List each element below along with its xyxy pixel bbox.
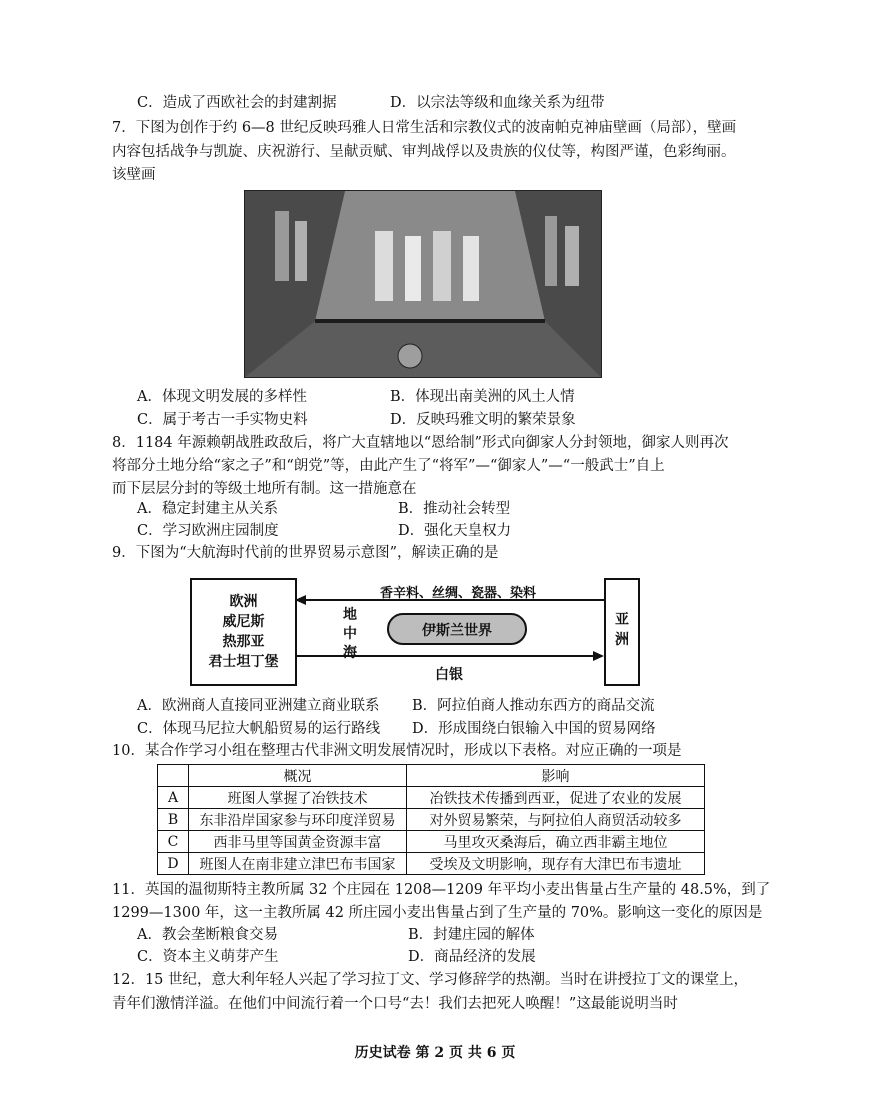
- row-overview: 西非马里等国黄金资源丰富: [189, 831, 407, 853]
- bonampak-mural-image: [244, 190, 602, 378]
- q8-option-a: A．稳定封建主从关系: [137, 501, 278, 517]
- med-char-3: 海: [343, 645, 357, 661]
- q12-stem-1: 12．15 世纪，意大利年轻人兴起了学习拉丁文、学习修辞学的热潮。当时在讲授拉丁文的课堂上，: [112, 972, 749, 988]
- q7-option-b: B．体现出南美洲的风土人情: [390, 389, 575, 405]
- q12-stem-2: 青年们激情洋溢。在他们中间流行着一个口号“去！我们去把死人唤醒！”这最能说明当时: [112, 996, 678, 1012]
- row-letter: D: [158, 853, 189, 875]
- mural-illustration: [245, 191, 601, 377]
- med-char-1: 地: [343, 607, 357, 623]
- q10-stem: 10．某合作学习小组在整理古代非洲文明发展情况时，形成以下表格。对应正确的一项是: [112, 743, 682, 759]
- row-impact: 马里攻灭桑海后，确立西非霸主地位: [407, 831, 705, 853]
- constantinople-label: 君士坦丁堡: [208, 654, 279, 670]
- med-char-2: 中: [343, 626, 357, 642]
- q7-stem-2: 内容包括战争与凯旋、庆祝游行、呈献贡赋、审判战俘以及贵族的仪仗等，构图严谨，色彩绚丽。: [112, 144, 736, 160]
- q9-option-c: C．体现马尼拉大帆船贸易的运行路线: [137, 721, 381, 737]
- q6-option-d: D．以宗法等级和血缘关系为纽带: [390, 95, 605, 111]
- asia-label-2: 洲: [615, 632, 629, 648]
- row-letter: A: [158, 787, 189, 809]
- table-header-blank: [158, 765, 189, 787]
- q11-option-b: B．封建庄园的解体: [408, 927, 535, 943]
- islamic-world-label: 伊斯兰世界: [422, 623, 492, 639]
- q7-option-d: D．反映玛雅文明的繁荣景象: [390, 412, 576, 428]
- silver-arrowhead: [593, 651, 604, 661]
- row-impact: 冶铁技术传播到西亚，促进了农业的发展: [407, 787, 705, 809]
- row-impact: 对外贸易繁荣，与阿拉伯人商贸活动较多: [407, 809, 705, 831]
- q11-option-c: C．资本主义萌芽产生: [137, 949, 279, 965]
- q9-option-d: D．形成围绕白银输入中国的贸易网络: [412, 721, 656, 737]
- europe-label: 欧洲: [229, 594, 258, 610]
- row-letter: B: [158, 809, 189, 831]
- row-overview: 班图人在南非建立津巴布韦国家: [189, 853, 407, 875]
- q11-option-a: A．教会垄断粮食交易: [137, 927, 278, 943]
- row-overview: 东非沿岸国家参与环印度洋贸易: [189, 809, 407, 831]
- q9-option-b: B．阿拉伯商人推动东西方的商品交流: [412, 698, 655, 714]
- q8-option-d: D．强化天皇权力: [398, 523, 512, 539]
- row-letter: C: [158, 831, 189, 853]
- table-header-impact: 影响: [407, 765, 705, 787]
- q7-option-a: A．体现文明发展的多样性: [137, 389, 307, 405]
- genoa-label: 热那亚: [222, 634, 265, 650]
- q8-option-b: B．推动社会转型: [398, 501, 511, 517]
- asia-label-1: 亚: [615, 612, 629, 628]
- table-row: [158, 853, 705, 875]
- q9-stem: 9．下图为“大航海时代前的世界贸易示意图”，解读正确的是: [112, 545, 499, 561]
- page-footer: 历史试卷 第 2 页 共 6 页: [354, 1045, 516, 1061]
- q6-option-c: C．造成了西欧社会的封建割据: [137, 95, 337, 111]
- q8-stem-2: 将部分土地分给“家之子”和“朗党”等，由此产生了“将军”—“御家人”—“一般武士”自上: [112, 458, 665, 474]
- row-impact: 受埃及文明影响，现存有大津巴布韦遗址: [407, 853, 705, 875]
- q11-stem-1: 11．英国的温彻斯特主教所属 32 个庄园在 1208—1209 年平均小麦出售量占生产量的 48.5%，到了: [112, 882, 771, 898]
- table-header-overview: 概况: [189, 765, 407, 787]
- trade-diagram: [190, 578, 640, 688]
- goods-label: 香辛料、丝绸、瓷器、染料: [380, 586, 537, 601]
- africa-table: [157, 764, 705, 875]
- table-row: [158, 809, 705, 831]
- q11-stem-2: 1299—1300 年，这一主教所属 42 所庄园小麦出售量占到了生产量的 70%。影响这一变化的原因是: [112, 905, 763, 921]
- q8-stem-1: 8．1184 年源赖朝战胜政敌后，将广大直辖地以“恩给制”形式向御家人分封领地，御家人则再次: [112, 435, 729, 451]
- table-row: [158, 787, 705, 809]
- q8-stem-3: 而下层层分封的等级土地所有制。这一措施意在: [112, 481, 417, 497]
- q9-option-a: A．欧洲商人直接同亚洲建立商业联系: [137, 698, 380, 714]
- silver-label: 白银: [435, 667, 463, 683]
- q7-stem-1: 7．下图为创作于约 6—8 世纪反映玛雅人日常生活和宗教仪式的波南帕克神庙壁画（局部），壁画: [112, 120, 737, 136]
- table-header-row: [158, 765, 705, 787]
- q7-stem-3: 该壁画: [112, 167, 156, 183]
- q11-option-d: D．商品经济的发展: [408, 949, 536, 965]
- venice-label: 威尼斯: [222, 614, 265, 630]
- row-overview: 班图人掌握了冶铁技术: [189, 787, 407, 809]
- q8-option-c: C．学习欧洲庄园制度: [137, 523, 279, 539]
- table-row: [158, 831, 705, 853]
- q7-option-c: C．属于考古一手实物史料: [137, 412, 308, 428]
- goods-arrowhead: [295, 595, 306, 605]
- mediterranean-label: [340, 606, 360, 663]
